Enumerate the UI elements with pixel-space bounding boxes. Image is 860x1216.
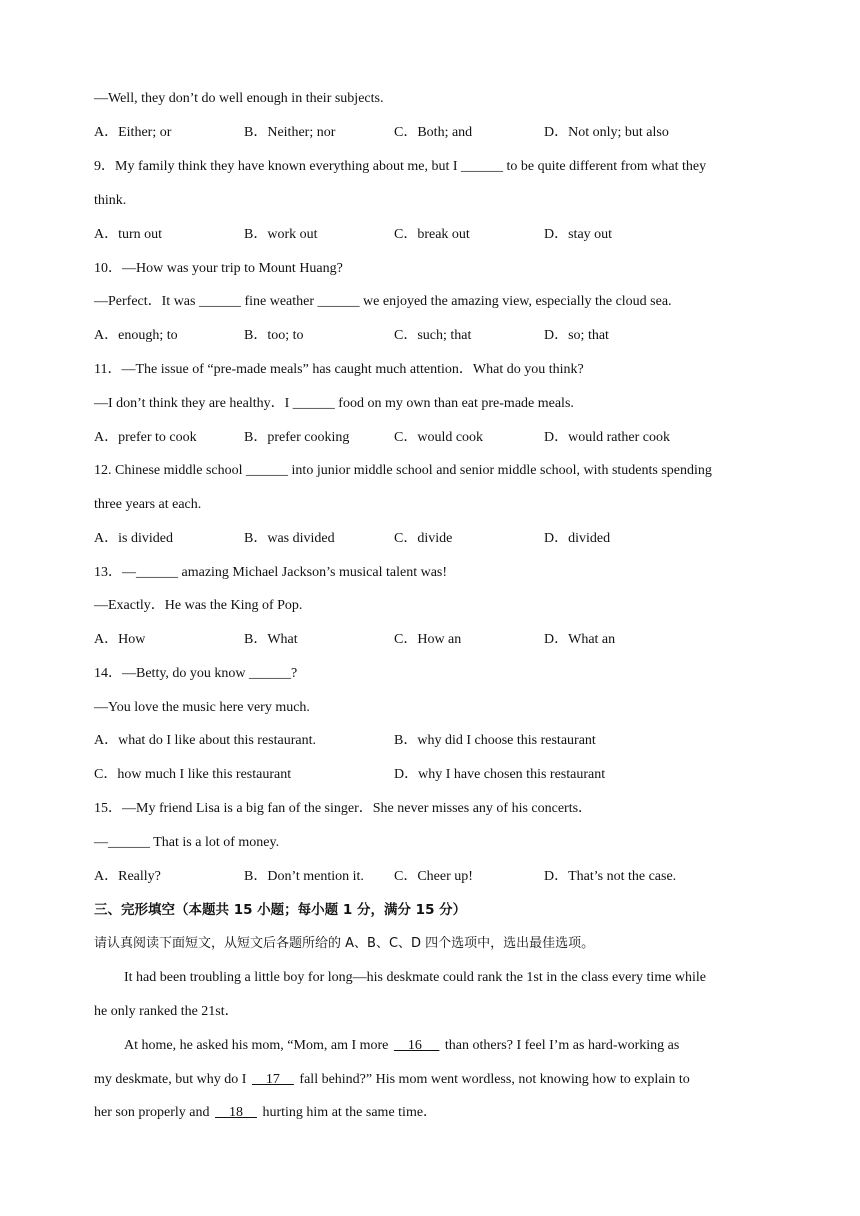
passage-line: [124, 1029, 774, 1063]
dialogue-line: —Exactly．He was the King of Pop.: [94, 598, 303, 613]
option-c: C．Cheer up!: [394, 869, 473, 884]
option-a: A．How: [94, 632, 146, 647]
question-12: 12. Chinese middle school ______ into junior middle school and senior middle school, with students spending: [94, 463, 712, 478]
passage-text: my deskmate, but why do I: [94, 1072, 250, 1087]
option-d: D．That’s not the case.: [544, 869, 677, 884]
dialogue-line: —Perfect．It was ______ fine weather ______ we enjoyed the amazing view, especially the cloud sea.: [94, 294, 672, 309]
options-row-q14-ab: [94, 724, 774, 758]
option-c: C．Both; and: [394, 125, 473, 140]
question-10: 10．—How was your trip to Mount Huang?: [94, 261, 343, 276]
question-9: 9．My family think they have known everything about me, but I ______ to be quite different from what they: [94, 159, 707, 174]
options-row-q15: [94, 860, 774, 894]
option-d: D．why I have chosen this restaurant: [394, 767, 606, 782]
option-b: B．prefer cooking: [244, 430, 350, 445]
option-c: C．would cook: [394, 430, 484, 445]
options-row-q10: [94, 319, 774, 353]
option-b: B．too; to: [244, 328, 304, 343]
options-row-q8: [94, 116, 774, 150]
passage-line: [94, 1063, 774, 1097]
option-b: B．Don’t mention it.: [244, 869, 364, 884]
section-heading: 三、完形填空（本题共 15 小题；每小题 1 分，满分 15 分）: [94, 902, 467, 918]
question-12-continued: three years at each.: [94, 497, 202, 512]
option-b: B．why did I choose this restaurant: [394, 733, 596, 748]
dialogue-line: —Well, they don’t do well enough in their subjects.: [94, 91, 384, 106]
option-a: A．enough; to: [94, 328, 178, 343]
blank-17: 17: [251, 1072, 294, 1087]
question-9-continued: think.: [94, 193, 127, 208]
option-a: A．Either; or: [94, 125, 172, 140]
option-a: A．what do I like about this restaurant.: [94, 733, 317, 748]
option-c: C．How an: [394, 632, 462, 647]
option-a: A．prefer to cook: [94, 430, 197, 445]
passage-text: At home, he asked his mom, “Mom, am I more: [124, 1038, 392, 1053]
option-b: B．What: [244, 632, 298, 647]
question-15: 15．—My friend Lisa is a big fan of the singer．She never misses any of his concerts．: [94, 801, 593, 816]
option-d: D．Not only; but also: [544, 125, 669, 140]
options-row-q12: [94, 522, 774, 556]
option-d: D．What an: [544, 632, 616, 647]
option-b: B．Neither; nor: [244, 125, 336, 140]
passage-text: hurting him at the same time．: [258, 1105, 438, 1120]
passage-line: [94, 1096, 774, 1130]
options-row-q11: [94, 421, 774, 455]
dialogue-line: —You love the music here very much.: [94, 700, 310, 715]
option-a: A．turn out: [94, 227, 163, 242]
passage-text: than others? I feel I’m as hard-working as: [441, 1038, 680, 1053]
option-a: A．is divided: [94, 531, 173, 546]
option-a: A．Really?: [94, 869, 161, 884]
option-c: C．divide: [394, 531, 453, 546]
blank-18: 18: [214, 1105, 257, 1120]
section-instructions: 请认真阅读下面短文，从短文后各题所给的 A、B、C、D 四个选项中，选出最佳选项。: [94, 936, 595, 951]
option-d: D．would rather cook: [544, 430, 670, 445]
options-row-q13: [94, 623, 774, 657]
dialogue-line: —I don’t think they are healthy．I ______ food on my own than eat pre-made meals.: [94, 396, 574, 411]
option-c: C．break out: [394, 227, 470, 242]
option-d: D．so; that: [544, 328, 609, 343]
passage-line: It had been troubling a little boy for long—his deskmate could rank the 1st in the class every time while: [124, 970, 707, 985]
question-11: 11．—The issue of “pre-made meals” has caught much attention．What do you think?: [94, 362, 584, 377]
options-row-q9: [94, 218, 774, 252]
option-d: D．divided: [544, 531, 611, 546]
question-13: 13．—______ amazing Michael Jackson’s musical talent was!: [94, 565, 448, 580]
option-d: D．stay out: [544, 227, 613, 242]
passage-text: her son properly and: [94, 1105, 213, 1120]
option-c: C．how much I like this restaurant: [94, 767, 292, 782]
blank-16: 16: [393, 1038, 440, 1053]
option-b: B．was divided: [244, 531, 335, 546]
question-14: 14．—Betty, do you know ______?: [94, 666, 298, 681]
passage-text: fall behind?” His mom went wordless, not knowing how to explain to: [295, 1072, 690, 1087]
option-b: B．work out: [244, 227, 318, 242]
passage-line: he only ranked the 21st．: [94, 1004, 239, 1019]
option-c: C．such; that: [394, 328, 472, 343]
dialogue-line: —______ That is a lot of money.: [94, 835, 280, 850]
options-row-q14-cd: [94, 758, 774, 792]
